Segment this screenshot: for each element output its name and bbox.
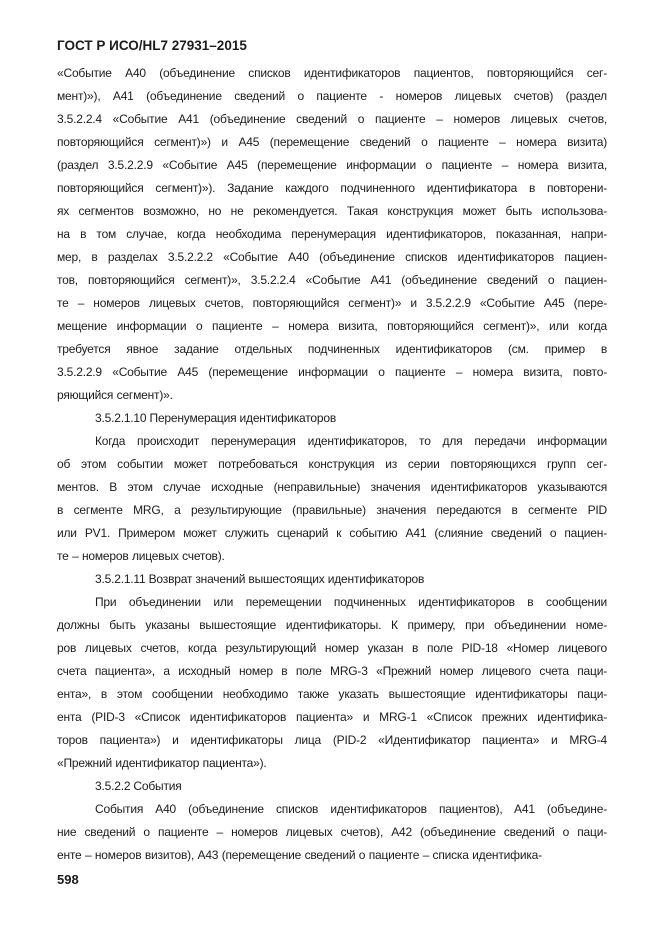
- paragraph: [57, 798, 607, 867]
- text-line: мер, в разделах 3.5.2.2.2 «Событие A40 (объединение списков идентификаторов пациен-: [57, 250, 607, 264]
- text-line: Когда происходит перенумерация идентификаторов, то для передачи информации: [95, 434, 607, 448]
- text-line: торов пациента») и идентификаторы лица (PID-2 «Идентификатор пациента» и MRG-4: [57, 733, 607, 747]
- text-line: мещение информации о пациенте – номера визита, повторяющийся сегмент)», или когда: [57, 319, 607, 333]
- text-line: в сегменте MRG, а результирующие (правильные) значения передаются в сегменте PID: [57, 503, 607, 517]
- text-line: те – номеров лицевых счетов, повторяющийся сегмент)» и 3.5.2.2.9 «Событие A45 (пере-: [57, 296, 607, 310]
- text-line: тов, повторяющийся сегмент)», 3.5.2.2.4 «Событие A41 (объединение сведений о пациен-: [57, 273, 607, 287]
- text-line: События A40 (объединение списков идентификаторов пациентов), A41 (объедине-: [95, 802, 607, 816]
- text-line: 3.5.2.2.9 «Событие A45 (перемещение информации о пациенте – номера визита, повто-: [57, 365, 607, 379]
- text-line: те – номеров лицевых счетов).: [57, 549, 225, 563]
- text-line: При объединении или перемещении подчиненных идентификаторов в сообщении: [95, 595, 607, 609]
- section-heading: 3.5.2.2 События: [95, 779, 182, 793]
- text-line: ента», в этом сообщении необходимо также указать вышестоящие идентификаторы паци-: [57, 687, 607, 701]
- text-line: ях сегментов возможно, но не рекомендуется. Такая конструкция может быть использова-: [57, 204, 607, 218]
- text-line: ние сведений о пациенте – номеров лицевых счетов), A42 (объединение сведений о паци-: [57, 825, 607, 839]
- text-line: требуется явное задание отдельных подчиненных идентификаторов (см. пример в: [57, 342, 607, 356]
- section-heading: 3.5.2.1.11 Возврат значений вышестоящих идентификаторов: [95, 572, 425, 586]
- text-line: ментов. В этом случае исходные (неправильные) значения идентификаторов указываются: [57, 480, 607, 494]
- text-line: енте – номеров визитов), A43 (перемещение сведений о пациенте – списка идентифика-: [57, 848, 542, 862]
- text-line: ров лицевых счетов, когда результирующий номер указан в поле PID-18 «Номер лицевого: [57, 641, 607, 655]
- text-line: об этом событии может потребоваться конструкция из серии повторяющихся групп сег-: [57, 457, 607, 471]
- document-body: [57, 62, 607, 867]
- text-line: или PV1. Примером может служить сценарий к событию A41 (слияние сведений о пациен-: [57, 526, 607, 540]
- paragraph: [57, 62, 607, 407]
- text-line: «Прежний идентификатор пациента»).: [57, 756, 267, 770]
- text-line: ряющийся сегмент)».: [57, 388, 173, 402]
- section-heading: 3.5.2.1.10 Перенумерация идентификаторов: [95, 411, 336, 425]
- text-line: ента (PID-3 «Список идентификаторов пациента» и MRG-1 «Список прежних идентифика-: [57, 710, 607, 724]
- text-line: на в том случае, когда необходима перенумерация идентификаторов, показанная, напри-: [57, 227, 607, 241]
- text-line: мент)»), A41 (объединение сведений о пациенте - номеров лицевых счетов) (раздел: [57, 89, 607, 103]
- paragraph: [57, 430, 607, 568]
- page-number: 598: [57, 872, 79, 887]
- text-line: должны быть указаны вышестоящие идентификаторы. К примеру, при объединении номе-: [57, 618, 607, 632]
- text-line: 3.5.2.2.4 «Событие A41 (объединение сведений о пациенте – номеров лицевых счетов,: [57, 112, 607, 126]
- text-line: счета пациента», а исходный номер в поле MRG-3 «Прежний номер лицевого счета паци-: [57, 664, 607, 678]
- text-line: (раздел 3.5.2.2.9 «Событие A45 (перемещение информации о пациенте – номера визита,: [57, 158, 607, 172]
- document-title-header: ГОСТ Р ИСО/HL7 27931–2015: [57, 38, 247, 53]
- text-line: «Событие A40 (объединение списков идентификаторов пациентов, повторяющийся сег-: [57, 66, 607, 80]
- text-line: повторяющийся сегмент)»). Задание каждого подчиненного идентификатора в повторени-: [57, 181, 607, 195]
- paragraph: [57, 591, 607, 775]
- text-line: повторяющийся сегмент)») и A45 (перемещение сведений о пациенте – номера визита): [57, 135, 607, 149]
